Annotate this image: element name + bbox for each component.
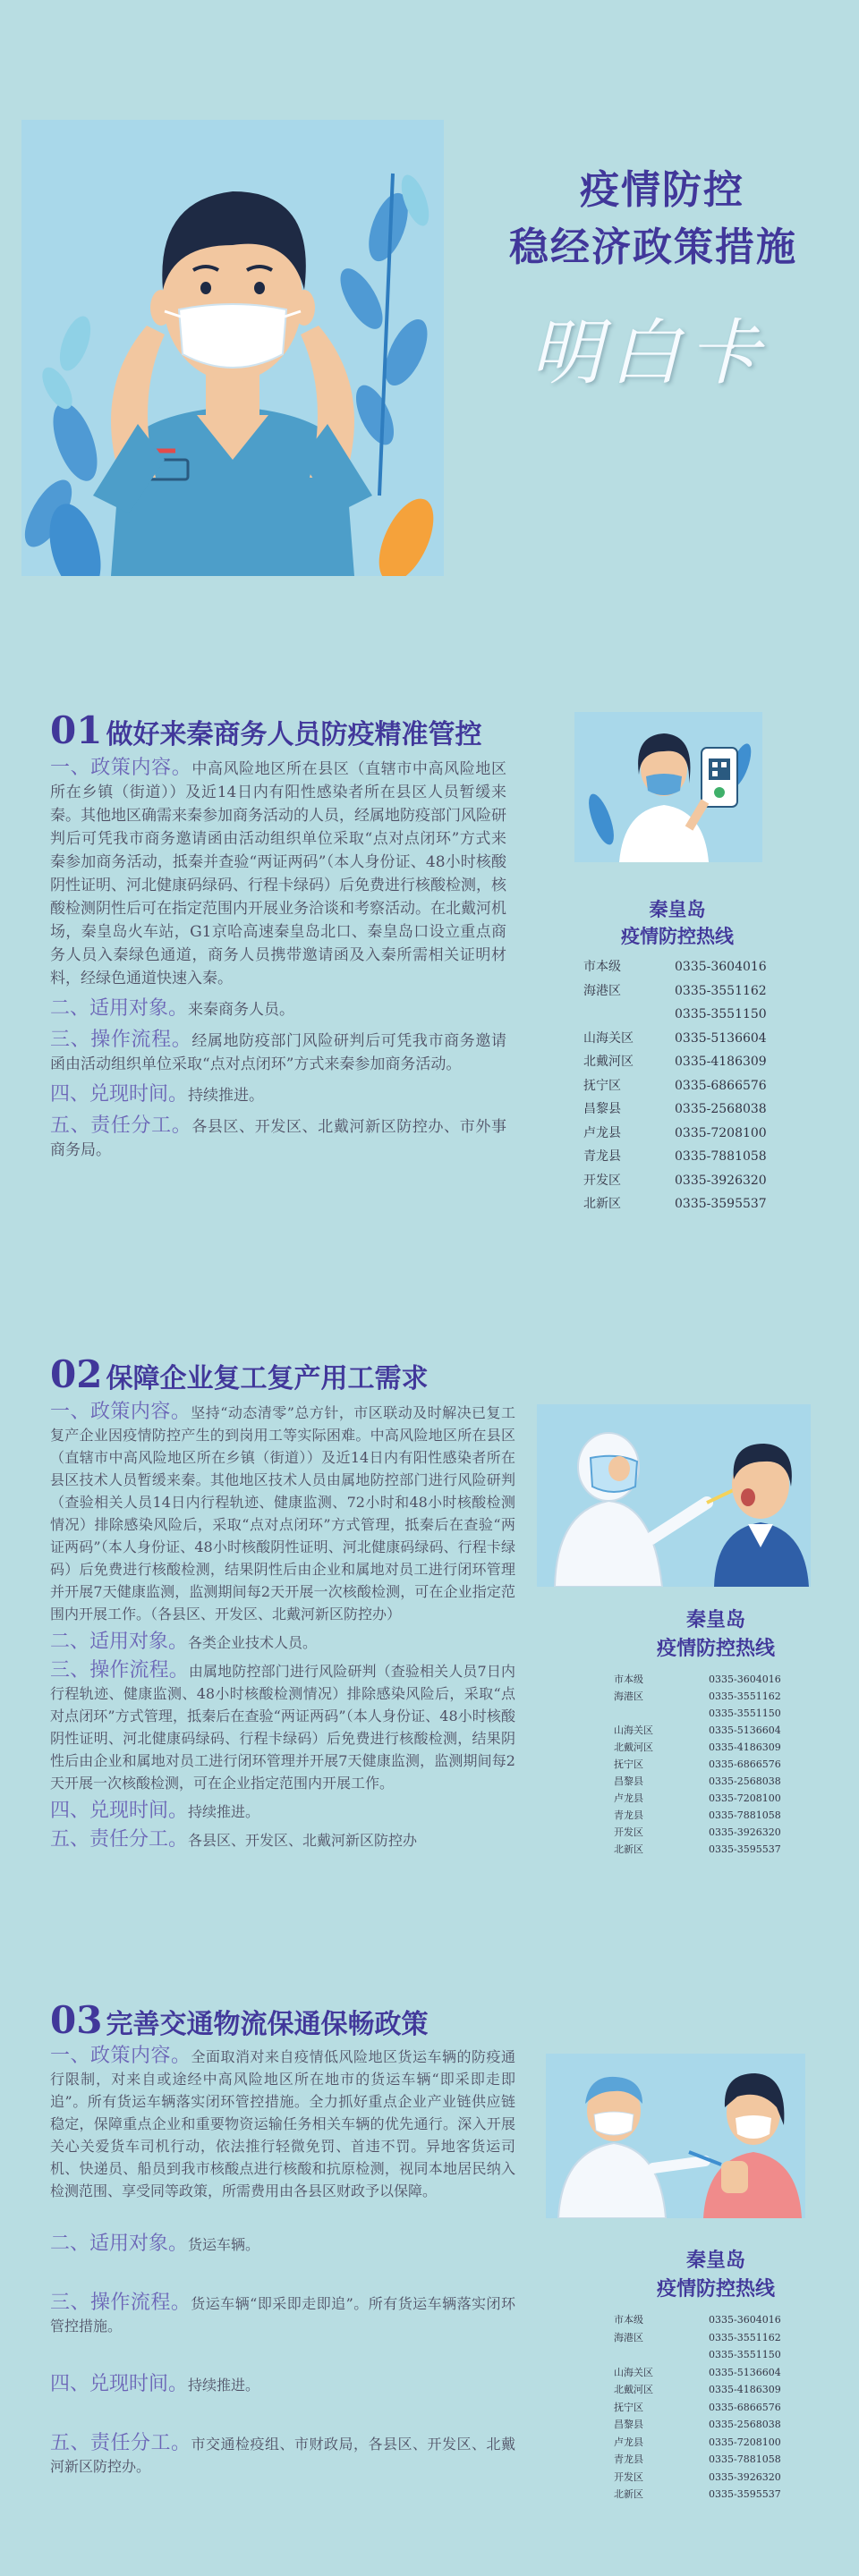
section-number: 02	[50, 1352, 103, 1396]
hotline-number: 0335-3551162	[709, 2331, 781, 2343]
policy-text: 各类企业技术人员。	[188, 1634, 318, 1651]
policy-time	[50, 2373, 515, 2396]
hotline-number: 0335-3595537	[709, 2488, 781, 2500]
hotline-number: 0335-2568038	[675, 1102, 767, 1116]
section-02-illustration	[537, 1404, 811, 1587]
hotline-area: 青龙县	[583, 1149, 621, 1164]
section-title: 完善交通物流保通保畅政策	[106, 2009, 429, 2040]
policy-label: 二、适用对象。	[50, 2233, 189, 2255]
policy-text: 全面取消对来自疫情低风险地区货运车辆的防疫通行限制，对来自或途经中高风险地区所在地市的货运车辆“即采即走即追”。所有货运车辆落实闭环管控措施。全力抓好重点企业产业链供应链稳定，保障重点企业和重要物资运输任务相关车辆的优先通行。深入开展关心关爱货车司机行动，依法推行轻微免罚、首违不罚。异地客货运司机、快递员、船员到我市核酸点进行核酸和抗原检测，视同本地居民纳入检测范围、享受同等政策，所需费用由各县区财政予以保障。	[50, 2048, 515, 2199]
hotline-number: 0335-3604016	[709, 1674, 781, 1685]
hotline-title-line2: 疫情防控热线	[656, 1638, 775, 1660]
hotline-area	[614, 1705, 709, 1722]
hotline-area: 抚宁区	[614, 1758, 643, 1770]
hotline-area: 北新区	[614, 2488, 643, 2500]
policy-text: 持续推进。	[188, 1803, 260, 1820]
hotline-number: 0335-3926320	[675, 1173, 767, 1188]
hotline-area: 山海关区	[614, 1724, 653, 1736]
hotline-area: 卢龙县	[614, 2436, 643, 2448]
policy-duty	[50, 2432, 515, 2478]
policy-duty	[50, 1114, 506, 1162]
policy-label: 五、责任分工。	[50, 1114, 192, 1137]
hotline-row	[614, 1705, 820, 1722]
policy-label: 三、操作流程。	[50, 1659, 189, 1682]
policy-time	[50, 1800, 515, 1823]
hotline-row	[614, 2469, 820, 2487]
hotline-number: 0335-3595537	[675, 1197, 767, 1211]
hotline-area: 卢龙县	[614, 1792, 643, 1804]
hotline-card-02	[612, 1606, 820, 1858]
hotline-number: 0335-2568038	[709, 2419, 781, 2430]
hotline-row	[614, 2329, 820, 2347]
section-02-heading	[50, 1352, 428, 1396]
hotline-area: 市本级	[614, 2314, 643, 2326]
hotline-number: 0335-7881058	[709, 2453, 781, 2465]
hotline-area: 海港区	[614, 2331, 643, 2343]
hotline-title-line2: 疫情防控热线	[656, 2278, 775, 2301]
policy-label: 二、适用对象。	[50, 997, 189, 1020]
hotline-row	[583, 1145, 771, 1169]
hotline-row	[614, 1841, 820, 1858]
policy-text: 各县区、开发区、北戴河新区防控办、市外事商务局。	[50, 1118, 506, 1159]
hotline-area: 青龙县	[614, 2453, 643, 2465]
policy-process	[50, 1659, 515, 1794]
policy-label: 四、兑现时间。	[50, 1800, 189, 1822]
policy-process	[50, 1029, 506, 1076]
hotline-number: 0335-3926320	[709, 2470, 781, 2483]
hotline-number: 0335-7208100	[709, 1792, 781, 1804]
hotline-number: 0335-7208100	[675, 1125, 767, 1140]
hotline-row	[583, 1097, 771, 1122]
policy-label: 三、操作流程。	[50, 1029, 192, 1051]
hotline-number: 0335-7881058	[709, 1809, 781, 1821]
vaccination-illustration	[546, 2054, 805, 2218]
policy-content	[50, 2045, 515, 2202]
hotline-row	[614, 2486, 820, 2504]
page-title-line2: 稳经济政策措施	[509, 225, 797, 270]
hotline-area	[583, 1003, 675, 1027]
hotline-area: 市本级	[614, 1674, 643, 1685]
hotline-area: 抚宁区	[583, 1078, 621, 1093]
policy-text: 货运车辆“即采即走即追”。所有货运车辆落实闭环管控措施。	[50, 2295, 515, 2334]
hero-illustration	[21, 120, 444, 576]
hotline-card-01	[583, 896, 771, 1216]
hotline-area	[614, 2346, 709, 2364]
hotline-row	[614, 1773, 820, 1790]
hotline-row	[583, 1050, 771, 1074]
hotline-number: 0335-5136604	[675, 1030, 767, 1046]
hotline-number: 0335-5136604	[709, 1724, 781, 1736]
hotline-area: 山海关区	[583, 1030, 634, 1046]
hotline-area: 北戴河区	[583, 1055, 634, 1069]
hotline-row	[583, 1122, 771, 1146]
hotline-row	[583, 979, 771, 1004]
section-01-heading	[50, 708, 481, 752]
hotline-card-03	[612, 2247, 820, 2504]
section-03-illustration	[546, 2054, 805, 2218]
hotline-number: 0335-3604016	[709, 2314, 781, 2326]
hotline-area: 山海关区	[614, 2366, 653, 2378]
hotline-area: 海港区	[614, 1690, 643, 1702]
hotline-area: 北新区	[583, 1197, 621, 1211]
policy-label: 四、兑现时间。	[50, 2373, 189, 2395]
section-01-body	[50, 757, 506, 1162]
section-03-heading	[50, 1998, 428, 2042]
section-title: 保障企业复工复产用工需求	[106, 1363, 429, 1394]
policy-content	[50, 1401, 515, 1625]
policy-process	[50, 2292, 515, 2337]
hotline-row	[583, 1074, 771, 1098]
hotline-area: 北戴河区	[614, 2384, 653, 2395]
swab-test-illustration	[537, 1404, 811, 1587]
policy-text: 各县区、开发区、北戴河新区防控办	[188, 1832, 418, 1849]
hotline-area: 北戴河区	[614, 1741, 653, 1753]
policy-label: 一、政策内容。	[50, 1401, 191, 1423]
section-title: 做好来秦商务人员防疫精准管控	[106, 719, 482, 750]
policy-text: 中高风险地区所在县区（直辖市中高风险地区所在乡镇（街道））及近14日内有阳性感染者所在县区人员暂缓来秦。其他地区确需来秦参加商务活动的人员，经属地防疫部门风险研判后可凭我市商务邀请函由活动组织单位采取“点对点闭环”方式来秦参加商务活动，抵秦并查验“两证两码”（本人身份证、48小时核酸阴性证明、河北健康码绿码、行程卡绿码）后免费进行核酸检测，核酸检测阴性后可在指定范围内开展业务洽谈和考察活动。在北戴河机场，秦皇岛火车站，G1京哈高速秦皇岛北口、秦皇岛口设立重点商务人员入秦绿色通道，商务人员携带邀请函及入秦所需相关证明材料，经绿色通道快速入秦。	[50, 760, 506, 987]
hotline-row	[614, 1688, 820, 1705]
hotline-number: 0335-3551150	[709, 1707, 781, 1719]
hotline-row	[614, 2346, 820, 2364]
hotline-row	[614, 2416, 820, 2434]
hotline-row	[583, 955, 771, 979]
policy-label: 四、兑现时间。	[50, 1083, 189, 1106]
hotline-title-line1: 秦皇岛	[685, 2250, 745, 2272]
hotline-area: 卢龙县	[583, 1125, 621, 1140]
hotline-row	[583, 1003, 771, 1027]
hotline-number: 0335-4186309	[709, 1741, 781, 1753]
hotline-row	[614, 2451, 820, 2469]
policy-time	[50, 1083, 506, 1107]
hotline-number: 0335-7881058	[675, 1149, 767, 1164]
section-number: 01	[50, 708, 103, 752]
hotline-area: 海港区	[583, 983, 621, 998]
hotline-row	[614, 2311, 820, 2329]
hotline-number: 0335-6866576	[709, 2401, 781, 2413]
hotline-number: 0335-7208100	[709, 2436, 781, 2448]
hotline-row	[614, 1756, 820, 1773]
policy-label: 一、政策内容。	[50, 757, 192, 779]
hotline-row	[614, 1671, 820, 1688]
hotline-title-line2: 疫情防控热线	[621, 926, 734, 947]
hotline-number: 0335-4186309	[709, 2384, 781, 2395]
policy-label: 二、适用对象。	[50, 1631, 189, 1653]
policy-text: 经属地防疫部门风险研判后可凭我市商务邀请函由活动组织单位采取“点对点闭环”方式来秦参加商务活动。	[50, 1032, 506, 1073]
hotline-number: 0335-6866576	[675, 1078, 767, 1093]
policy-target	[50, 1631, 515, 1654]
hotline-area: 昌黎县	[583, 1102, 621, 1116]
hotline-area: 抚宁区	[614, 2401, 643, 2413]
hotline-row	[614, 2399, 820, 2417]
policy-text: 坚持“动态清零”总方针，市区联动及时解决已复工复产企业因疫情防控产生的到岗用工等实际困难。中高风险地区所在县区（直辖市中高风险地区所在乡镇（街道））及近14日内有阳性感染者所在县区技术人员暂缓来秦。其他地区技术人员由属地防控部门进行风险研判（查验相关人员14日内行程轨迹、健康监测、72小时和48小时核酸检测情况）排除感染风险后，采取“点对点闭环”方式管理，抵秦后在查验“两证两码”（本人身份证、48小时核酸阴性证明、河北健康码绿码、行程卡绿码）后免费进行核酸检测，结果阴性后由企业和属地对员工进行闭环管理并开展7天健康监测，监测期间每2天开展一次核酸检测，可在企业指定范围内开展工作。（各县区、开发区、北戴河新区防控办）	[50, 1404, 515, 1623]
hotline-area: 青龙县	[614, 1809, 643, 1821]
policy-target	[50, 2233, 515, 2256]
hotline-area: 昌黎县	[614, 1775, 643, 1787]
hotline-row	[614, 1739, 820, 1756]
hotline-row	[614, 1807, 820, 1824]
hotline-area: 北新区	[614, 1843, 643, 1855]
hotline-area: 开发区	[614, 2470, 643, 2483]
hotline-title-line1: 秦皇岛	[649, 899, 706, 920]
policy-text: 货运车辆。	[188, 2236, 260, 2253]
hotline-number: 0335-3551150	[709, 2349, 781, 2360]
policy-text: 由属地防控部门进行风险研判（查验相关人员7日内行程轨迹、健康监测、48小时核酸检测情况）排除感染风险后，采取“点对点闭环”方式管理，抵秦后在查验“两证两码”（本人身份证、48小时核酸阴性证明、河北健康码绿码、行程卡绿码）后免费进行核酸检测，结果阴性后由企业和属地对员工进行闭环管理并开展7天健康监测，监测期间每2天开展一次核酸检测，可在企业指定范围内开展工作。	[50, 1663, 515, 1792]
hotline-number: 0335-3551162	[709, 1690, 781, 1702]
section-01-illustration	[574, 712, 762, 862]
policy-content	[50, 757, 506, 990]
policy-target	[50, 997, 506, 1021]
policy-text: 市交通检疫组、市财政局，各县区、开发区、北戴河新区防控办。	[50, 2436, 515, 2475]
section-03-body	[50, 2045, 515, 2478]
hotline-area: 开发区	[614, 1826, 643, 1838]
hotline-row	[614, 2434, 820, 2452]
hotline-number: 0335-3551162	[675, 983, 767, 998]
hotline-row	[614, 1824, 820, 1841]
hotline-row	[583, 1027, 771, 1051]
hotline-row	[614, 1722, 820, 1739]
page-title-line1: 疫情防控	[580, 167, 744, 213]
policy-duty	[50, 1828, 515, 1852]
hotline-row	[614, 2364, 820, 2382]
hotline-area: 开发区	[583, 1173, 621, 1188]
hotline-number: 0335-5136604	[709, 2366, 781, 2378]
policy-label: 三、操作流程。	[50, 2292, 191, 2314]
policy-text: 来秦商务人员。	[188, 1001, 295, 1019]
card-title: 明白卡	[531, 311, 767, 394]
woman-phone-qrcode-illustration	[574, 712, 762, 862]
hotline-number: 0335-3595537	[709, 1843, 781, 1855]
doctor-mask-illustration	[21, 120, 444, 576]
hotline-number: 0335-3551150	[675, 1007, 767, 1021]
section-number: 03	[50, 1998, 103, 2042]
hotline-row	[614, 1790, 820, 1807]
policy-label: 一、政策内容。	[50, 2045, 191, 2067]
hotline-number: 0335-3604016	[675, 960, 767, 974]
hotline-number: 0335-6866576	[709, 1758, 781, 1770]
hotline-area: 市本级	[583, 960, 621, 974]
policy-label: 五、责任分工。	[50, 2432, 191, 2454]
hotline-row	[583, 1169, 771, 1193]
hotline-number: 0335-4186309	[675, 1055, 767, 1069]
policy-text: 持续推进。	[188, 2377, 260, 2394]
policy-text: 持续推进。	[188, 1087, 265, 1105]
policy-label: 五、责任分工。	[50, 1828, 189, 1851]
hotline-area: 昌黎县	[614, 2419, 643, 2430]
hotline-row	[583, 1192, 771, 1216]
hotline-number: 0335-3926320	[709, 1826, 781, 1838]
hotline-title-line1: 秦皇岛	[685, 1609, 745, 1631]
hotline-number: 0335-2568038	[709, 1775, 781, 1787]
section-02-body	[50, 1401, 515, 1852]
hotline-row	[614, 2381, 820, 2399]
